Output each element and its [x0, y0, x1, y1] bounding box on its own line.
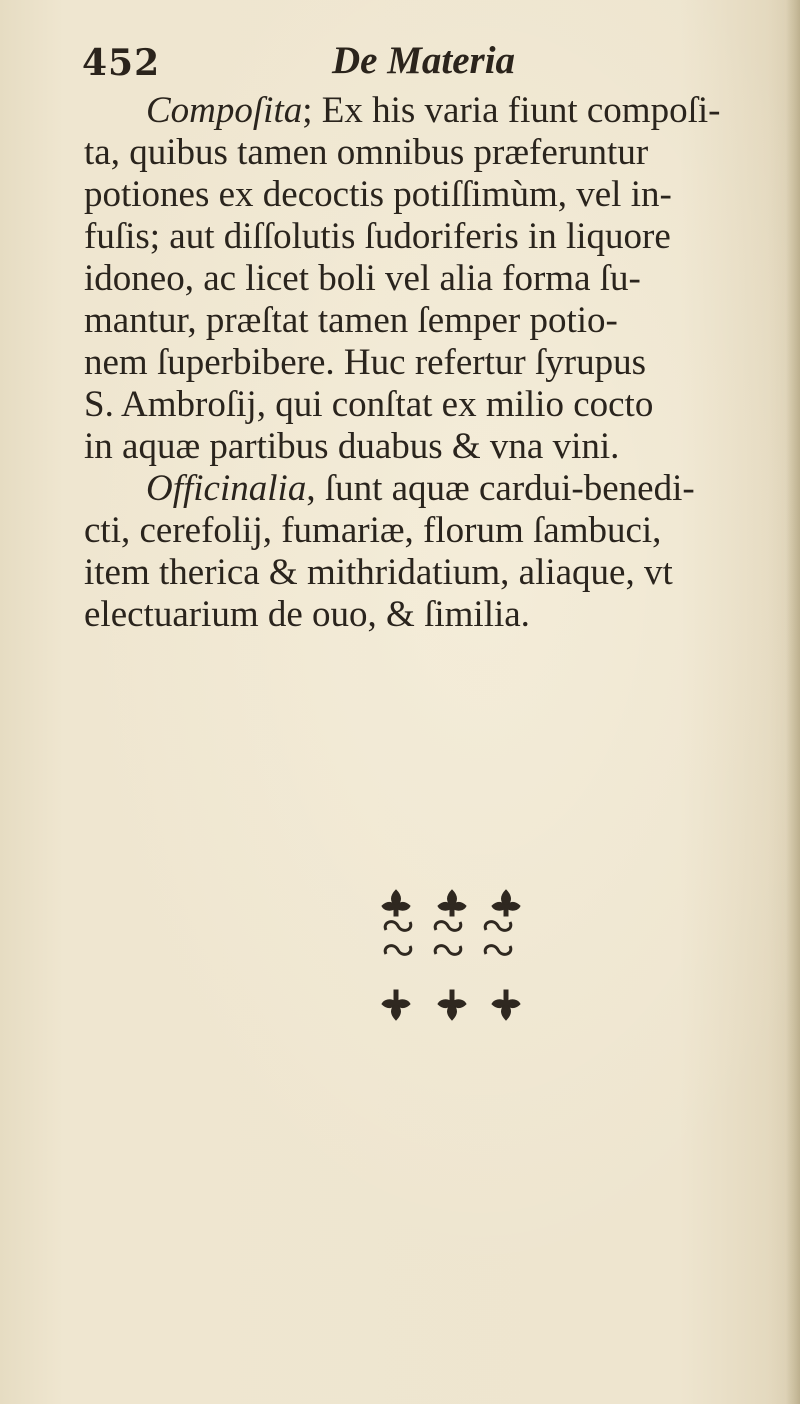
text-line: [84, 342, 784, 384]
fleuron-icon: [382, 890, 410, 916]
line-text: potiones ex decoctis potiſſimùm, vel in-: [84, 174, 672, 215]
page-number: 452: [82, 42, 161, 84]
text-line: [84, 426, 784, 468]
fleuron-icon: [492, 890, 520, 916]
line-lead: Officinalia: [146, 468, 307, 509]
line-text: item therica & mithridatium, aliaque, vt: [84, 552, 673, 593]
line-text: idoneo, ac licet boli vel alia forma ſu-: [84, 258, 641, 299]
line-lead: Compoſita: [146, 90, 303, 131]
text-line: [84, 216, 784, 258]
line-text: ; Ex his varia fiunt compoſi-: [302, 90, 721, 131]
page-edge: [786, 0, 800, 1404]
running-title: De Materia: [332, 39, 516, 82]
text-line: [84, 510, 784, 552]
line-text: nem ſuperbibere. Huc refertur ſyrupus: [84, 342, 646, 383]
text-line: [84, 468, 784, 510]
text-line: [84, 300, 784, 342]
text-line: [84, 90, 784, 132]
fleuron-icon: [438, 890, 466, 916]
line-text: cti, cerefolij, fumariæ, florum ſambuci,: [84, 510, 662, 551]
line-text: in aquæ partibus duabus & vna vini.: [84, 426, 620, 467]
fleuron-icon: [382, 990, 410, 1020]
page-header: [82, 38, 772, 90]
text-line: [84, 552, 784, 594]
text-line: [84, 594, 784, 636]
text-line: [84, 384, 784, 426]
line-text: electuarium de ouo, & ſimilia.: [84, 594, 530, 635]
fleuron-icon: [492, 990, 520, 1020]
line-text: S. Ambroſij, qui conſtat ex milio cocto: [84, 384, 654, 425]
line-text: , ſunt aquæ cardui-benedi-: [306, 468, 695, 509]
body-text: [84, 90, 784, 636]
text-line: [84, 174, 784, 216]
line-text: mantur, præſtat tamen ſemper potio-: [84, 300, 618, 341]
line-text: fuſis; aut diſſolutis ſudoriferis in liquore: [84, 216, 671, 257]
scroll-row: [385, 922, 511, 955]
text-line: [84, 258, 784, 300]
text-line: [84, 132, 784, 174]
fleuron-ornament-icon: [378, 888, 528, 1028]
fleuron-icon: [438, 990, 466, 1020]
line-text: ta, quibus tamen omnibus præferuntur: [84, 132, 649, 173]
